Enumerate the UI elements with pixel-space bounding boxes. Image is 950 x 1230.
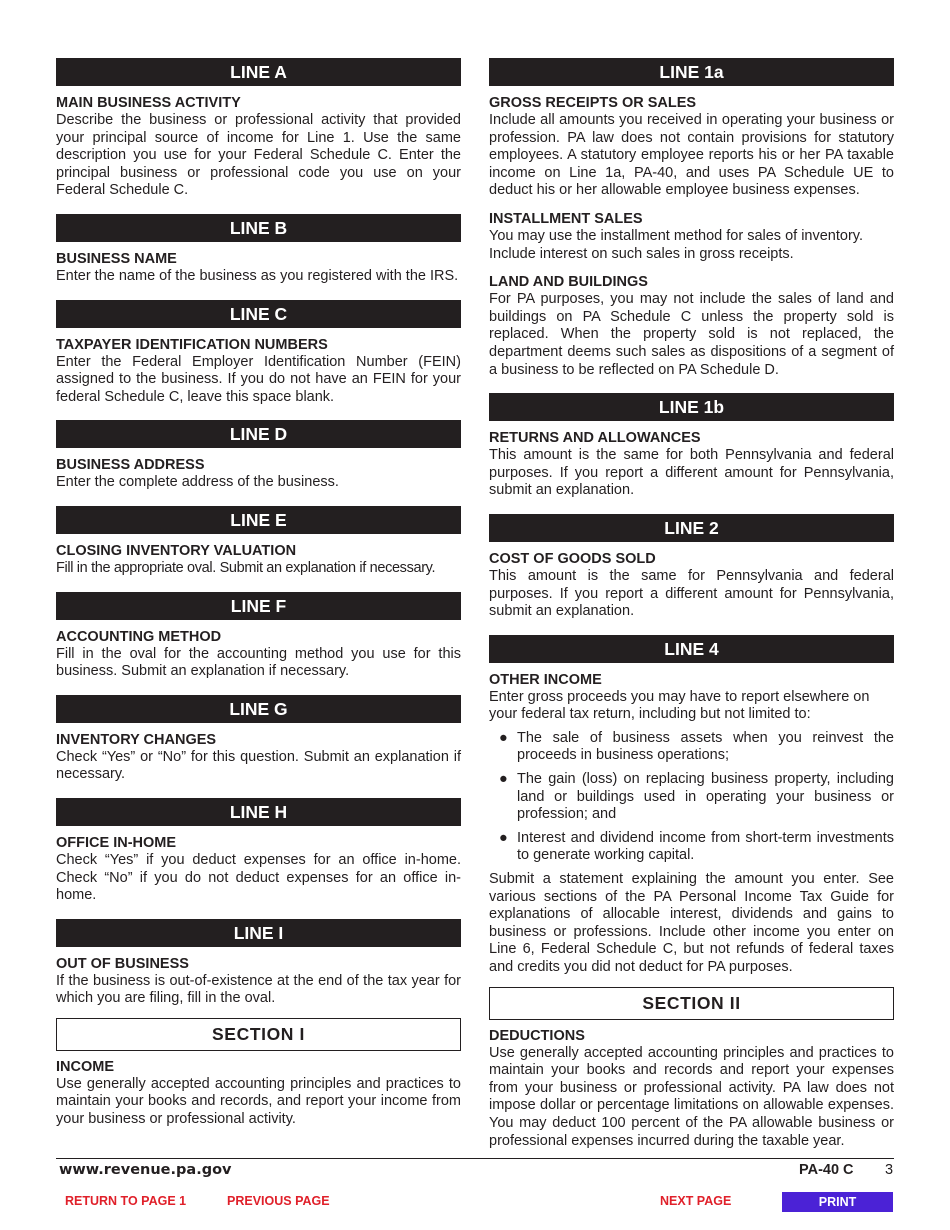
bullet-icon: ● — [499, 771, 508, 788]
line-2-heading: COST OF GOODS SOLD — [489, 550, 656, 567]
right-column — [489, 58, 894, 1150]
line-2-text: This amount is the same for Pennsylvania and federal purposes. If you report a different amount for Pennsylvania, submit an explanation. — [489, 567, 894, 620]
line-i-bar: LINE I — [56, 919, 461, 947]
section-1-heading: INCOME — [56, 1058, 114, 1075]
gross-receipts-text: Include all amounts you received in operating your business or profession. PA law does not contain provisions for statutory employees. A statutory employee reports his or her PA taxable income on Line 1a, PA-40, and uses PA Schedule UE to deduct his or her allowable employee business expenses. — [489, 112, 894, 199]
bullet-icon: ● — [499, 829, 508, 846]
line-g-heading: INVENTORY CHANGES — [56, 731, 217, 748]
line-d-heading: BUSINESS ADDRESS — [56, 457, 205, 474]
line-h-heading: OFFICE IN-HOME — [56, 834, 177, 851]
line-b-text: Enter the name of the business as you registered with the IRS. — [56, 267, 459, 284]
line-g-bar: LINE G — [56, 695, 461, 723]
line-a-heading: MAIN BUSINESS ACTIVITY — [56, 95, 241, 111]
section-2-text: Use generally accepted accounting principles and practices to maintain your books and records and report your expenses from your business or professional activity. PA law does not impose dollar or percentage limitations on allowable expenses. You may deduct 100 percent of the PA allowable business or professional expenses incurred during the taxable year. — [489, 1044, 894, 1149]
print-button[interactable]: PRINT — [782, 1192, 893, 1212]
line-g-text: Check “Yes” or “No” for this question. Submit an explanation if necessary. — [56, 748, 461, 783]
line-f-bar: LINE F — [56, 592, 461, 620]
line-d-bar: LINE D — [56, 420, 461, 448]
line-1a-bar: LINE 1a — [489, 58, 894, 86]
line-i-heading: OUT OF BUSINESS — [56, 955, 189, 972]
line-4-outro: Submit a statement explaining the amount you enter. See various sections of the PA Personal Income Tax Guide for explanations of allocable interest, dividends and gains to business or professions. Include other income you enter on Line 6, Federal Schedule C, but not refunds of federal taxes and credits you did not deduct for PA purposes. — [489, 871, 894, 975]
line-b-heading: BUSINESS NAME — [56, 250, 177, 267]
previous-page-link[interactable]: PREVIOUS PAGE — [227, 1194, 330, 1208]
line-4-bar: LINE 4 — [489, 635, 894, 663]
line-c-heading: TAXPAYER IDENTIFICATION NUMBERS — [56, 336, 328, 353]
page-number: 3 — [885, 1162, 894, 1178]
line-a-text: Describe the business or professional activity that provided your principal source of income for Line 1. Use the same description you use for your Federal Schedule C. Enter the principal business or professional code you use on your Federal Schedule C. — [56, 112, 461, 199]
line-1b-text: This amount is the same for both Pennsylvania and federal purposes. If you report a different amount for Pennsylvania, submit an explanation. — [489, 447, 894, 499]
list-item: ● The sale of business assets when you reinvest the proceeds in business operations; — [499, 729, 894, 764]
line-e-heading: CLOSING INVENTORY VALUATION — [56, 542, 297, 559]
return-to-page-1-link[interactable]: RETURN TO PAGE 1 — [65, 1194, 187, 1208]
line-i-text: If the business is out-of-existence at the end of the tax year for which you are filing, fill in the oval. — [56, 972, 461, 1007]
line-4-heading: OTHER INCOME — [489, 671, 602, 688]
line-f-text: Fill in the oval for the accounting method you use for this business. Submit an explanation if necessary. — [56, 645, 461, 680]
line-d-text: Enter the complete address of the business. — [56, 474, 339, 491]
list-item: ● Interest and dividend income from short-term investments to generate working capital. — [499, 829, 894, 864]
website-url: www.revenue.pa.gov — [59, 1162, 232, 1178]
other-income-list — [489, 730, 894, 865]
installment-sales-text: You may use the installment method for sales of inventory. Include interest on such sales in gross receipts. — [489, 227, 863, 262]
next-page-link[interactable]: NEXT PAGE — [660, 1194, 732, 1208]
installment-sales-heading: INSTALLMENT SALES — [489, 210, 643, 227]
section-1-bar: SECTION I — [56, 1018, 461, 1051]
section-2-bar: SECTION II — [489, 987, 894, 1020]
gross-receipts-heading: GROSS RECEIPTS OR SALES — [489, 95, 697, 111]
land-buildings-heading: LAND AND BUILDINGS — [489, 274, 648, 291]
line-c-bar: LINE C — [56, 300, 461, 328]
section-2-heading: DEDUCTIONS — [489, 1027, 585, 1044]
line-b-bar: LINE B — [56, 214, 461, 242]
line-c-text: Enter the Federal Employer Identification Number (FEIN) assigned to the business. If you do not have an FEIN for your federal Schedule C, leave this space blank. — [56, 353, 461, 405]
section-1-text: Use generally accepted accounting principles and practices to maintain your books and records, and report your income from your business or professional activity. — [56, 1075, 461, 1128]
line-e-text: Fill in the appropriate oval. Submit an explanation if necessary. — [56, 559, 436, 576]
line-f-heading: ACCOUNTING METHOD — [56, 628, 222, 645]
line-e-bar: LINE E — [56, 506, 461, 534]
line-a-bar: LINE A — [56, 58, 461, 86]
bullet-icon: ● — [499, 729, 508, 746]
list-item: ● The gain (loss) on replacing business property, including land or buildings used in operating your business or profession; and — [499, 771, 894, 823]
line-h-text: Check “Yes” if you deduct expenses for an office in-home. Check “No” if you do not deduct expenses for an office in-home. — [56, 851, 461, 904]
left-column — [56, 58, 461, 1129]
land-buildings-text: For PA purposes, you may not include the sales of land and buildings on PA Schedule C unless the property sold is replaced. When the property sold is not replaced, the department deems such sales as dispositions of a segment of a business to be reflected on PA Schedule D. — [489, 291, 894, 378]
line-4-intro: Enter gross proceeds you may have to report elsewhere on your federal tax return, including but not limited to: — [489, 688, 870, 723]
line-2-bar: LINE 2 — [489, 514, 894, 542]
line-h-bar: LINE H — [56, 798, 461, 826]
form-id: PA-40 C — [799, 1162, 854, 1178]
line-1b-bar: LINE 1b — [489, 393, 894, 421]
line-1b-heading: RETURNS AND ALLOWANCES — [489, 430, 701, 447]
footer-divider — [56, 1158, 894, 1159]
